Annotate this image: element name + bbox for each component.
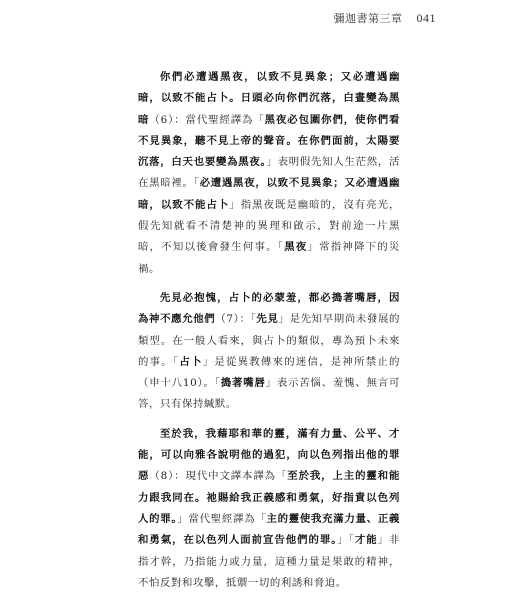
text-run: 至於我，我藉耶和華的靈，滿有力量、公平、才能，可以向雅各說明他的過犯，向以色列指出他的罪惡 bbox=[138, 427, 400, 483]
paragraph-verse-6 bbox=[138, 67, 400, 280]
page-number: 041 bbox=[416, 11, 436, 25]
text-run: （7）：「 bbox=[215, 313, 257, 326]
text-run: 先見必抱愧，占卜的必蒙羞，都必搗著嘴唇，因為神不應允他們 bbox=[138, 291, 400, 326]
text-run: 才能 bbox=[354, 534, 378, 547]
text-run: 你們必遭遇黑夜，以致不見異象；又必遭遇幽暗，以致不能占卜。日頭必向你們沉落，白晝變為黑暗 bbox=[138, 71, 400, 126]
text-run: 」是先知早期尚未發展的類型。在一般人看來，與占卜的類似，專為預卜未來的事。「 bbox=[138, 313, 401, 368]
text-run: （6）：當代聖經譯為「 bbox=[149, 113, 265, 126]
chapter-title: 彌迦書第三章 bbox=[333, 12, 403, 25]
text-run: 」非指才幹，乃指能力或力量，這種力量是果敢的精神，不怕反對和攻擊，抵禦一切的利誘和脅迫。 bbox=[138, 534, 400, 589]
text-run: 」「 bbox=[337, 534, 355, 547]
text-run: 」常指神降下的災禍。 bbox=[138, 241, 400, 275]
text-run: 黑夜必包圍你們，使你們看不見異象，聽不見上帝的聲音。在你們面前，太陽要沉落，白天也要變為黑夜。 bbox=[138, 113, 400, 169]
text-run: 主的靈使我充滿力量、正義和勇氣，在以色列人面前宣告他們的罪。 bbox=[138, 512, 400, 547]
text-run: （8）：現代中文譯本譯為「 bbox=[149, 470, 288, 483]
text-run: 」當代聖經譯為「 bbox=[177, 512, 267, 525]
paragraph-verse-7 bbox=[138, 288, 400, 416]
text-run: 先見 bbox=[256, 313, 279, 326]
text-run: 」指黑夜既是幽暗的，沒有亮光，假先知就看不清楚神的異理和啟示，對前途一片黑暗，不知以後會發生何事。「 bbox=[138, 198, 400, 254]
running-header bbox=[334, 10, 437, 26]
text-run: 」表示苦惱、羞愧、無言可答，只有保持緘默。 bbox=[138, 377, 401, 411]
text-run: 搗著嘴唇 bbox=[220, 377, 266, 390]
paragraph-verse-8 bbox=[138, 424, 400, 594]
text-run: 黑夜 bbox=[284, 241, 308, 254]
body-text bbox=[138, 67, 400, 602]
text-run: 」表明假先知人生茫然，活在黑暗裡。「 bbox=[138, 156, 401, 190]
text-run: 」是從異教傳來的迷信，是神所禁止的（申十八10）。「 bbox=[138, 355, 401, 390]
text-run: 必遭遇黑夜，以致不見異象；又必遭遇幽暗，以致不能占卜 bbox=[138, 177, 400, 211]
text-run: 至於我，上主的靈和能力跟我同在。祂賜給我正義感和勇氣，好指責以色列人的罪。 bbox=[138, 470, 400, 525]
text-run: 占卜 bbox=[179, 355, 203, 368]
